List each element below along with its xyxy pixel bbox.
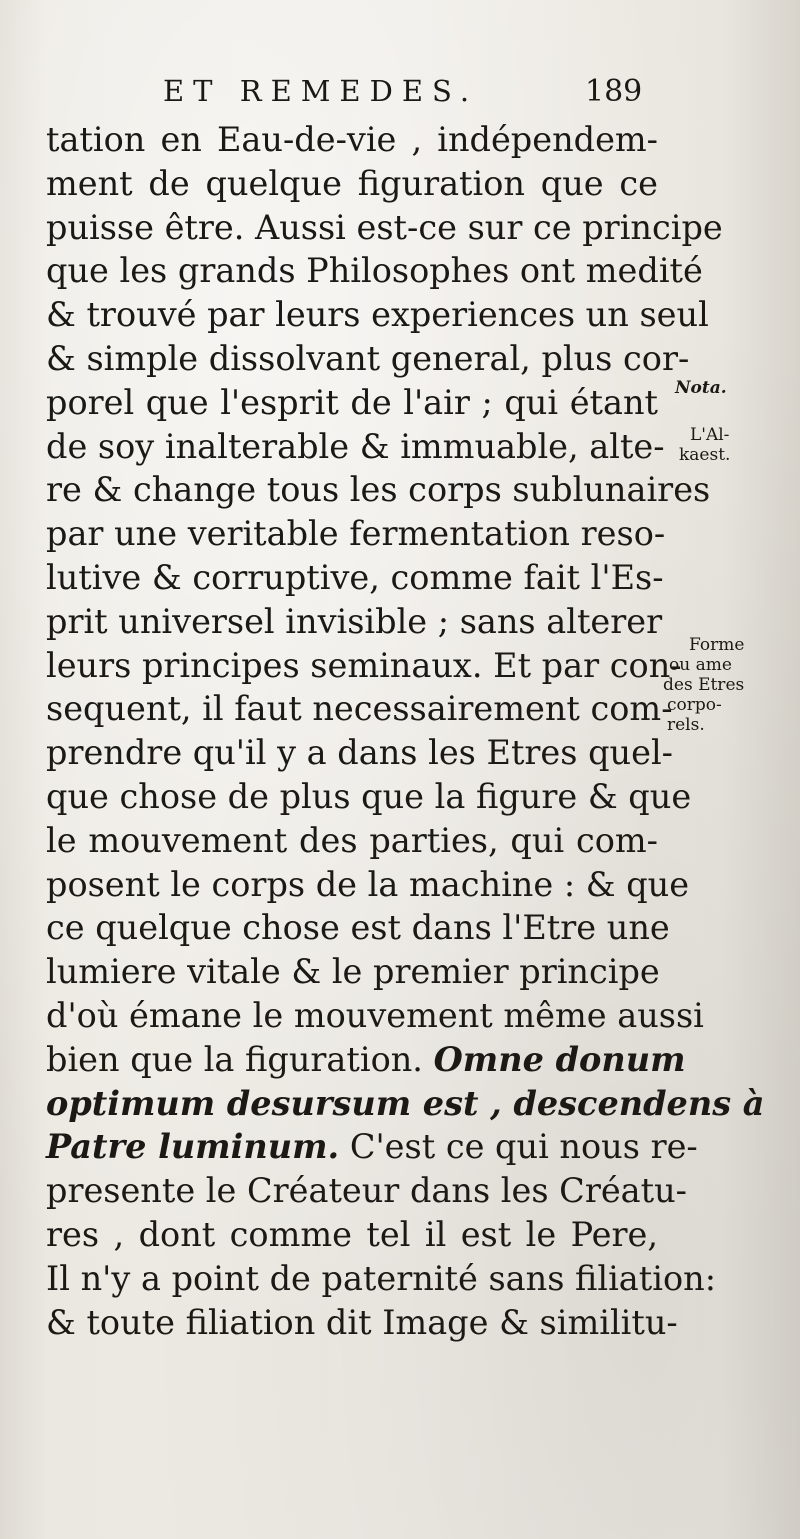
text-line-23 (46, 1082, 765, 1126)
text-line-17: le mouvement des parties, qui com- (46, 820, 658, 860)
latin-quote-start: Omne donum (433, 1039, 686, 1079)
text-line-22: bien que la figuration. Omne donum (46, 1039, 686, 1079)
page-number: 189 (585, 74, 643, 109)
text-line-25: presente le Créateur dans les Créatu- (46, 1171, 687, 1211)
running-head (163, 74, 663, 114)
running-head-title: ET REMEDES. (163, 74, 479, 108)
text-line-7: porel que l'esprit de l'air ; qui étant (46, 382, 658, 422)
text-line-1: tation en Eau-de-vie , indépendem- (46, 120, 658, 159)
text-line-27: Il n'y a point de paternité sans filiation: (46, 1258, 716, 1298)
latin-quote-end: Patre luminum. (46, 1127, 340, 1167)
text-line-2: ment de quelque figuration que ce (46, 163, 658, 203)
text-line-19: ce quelque chose est dans l'Etre une (46, 908, 670, 948)
text-line-9: re & change tous les corps sublunaires (46, 470, 711, 510)
text-line-5: & trouvé par leurs experiences un seul (46, 295, 709, 335)
text-line-21: d'où émane le mouvement même aussi (46, 995, 704, 1035)
text-line-15: prendre qu'il y a dans les Etres quel- (46, 733, 673, 773)
margin-note-forme: Forme ou ame des Etres corpo- rels. (663, 635, 745, 735)
text-line-16: que chose de plus que la figure & que (46, 776, 692, 816)
text-line-20: lumiere vitale & le premier principe (46, 952, 660, 992)
text-line-11: lutive & corruptive, comme fait l'Es- (46, 557, 664, 597)
text-line-24: Patre luminum. C'est ce qui nous re- (46, 1127, 698, 1167)
text-line-6: & simple dissolvant general, plus cor- (46, 338, 690, 378)
text-line-14: sequent, il faut necessairement com- (46, 689, 673, 729)
margin-note-alkaest: L'Al- kaest. (679, 425, 731, 465)
text-line-8: de soy inalterable & immuable, alte- (46, 426, 665, 466)
text-line-12: prit universel invisible ; sans alterer (46, 601, 663, 641)
text-line-13: leurs principes seminaux. Et par con- (46, 645, 682, 685)
margin-note-nota: Nota. (675, 378, 727, 398)
text-line-3: puisse être. Aussi est-ce sur ce principe (46, 207, 723, 247)
text-line-26: res , dont comme tel il est le Pere, (46, 1214, 658, 1254)
text-line-28: & toute filiation dit Image & similitu- (46, 1302, 678, 1342)
latin-quote-middle: optimum desursum est , descendens à (46, 1083, 765, 1123)
text-line-4: que les grands Philosophes ont medité (46, 251, 703, 291)
text-line-18: posent le corps de la machine : & que (46, 864, 690, 904)
text-line-10: par une veritable fermentation reso- (46, 514, 666, 554)
